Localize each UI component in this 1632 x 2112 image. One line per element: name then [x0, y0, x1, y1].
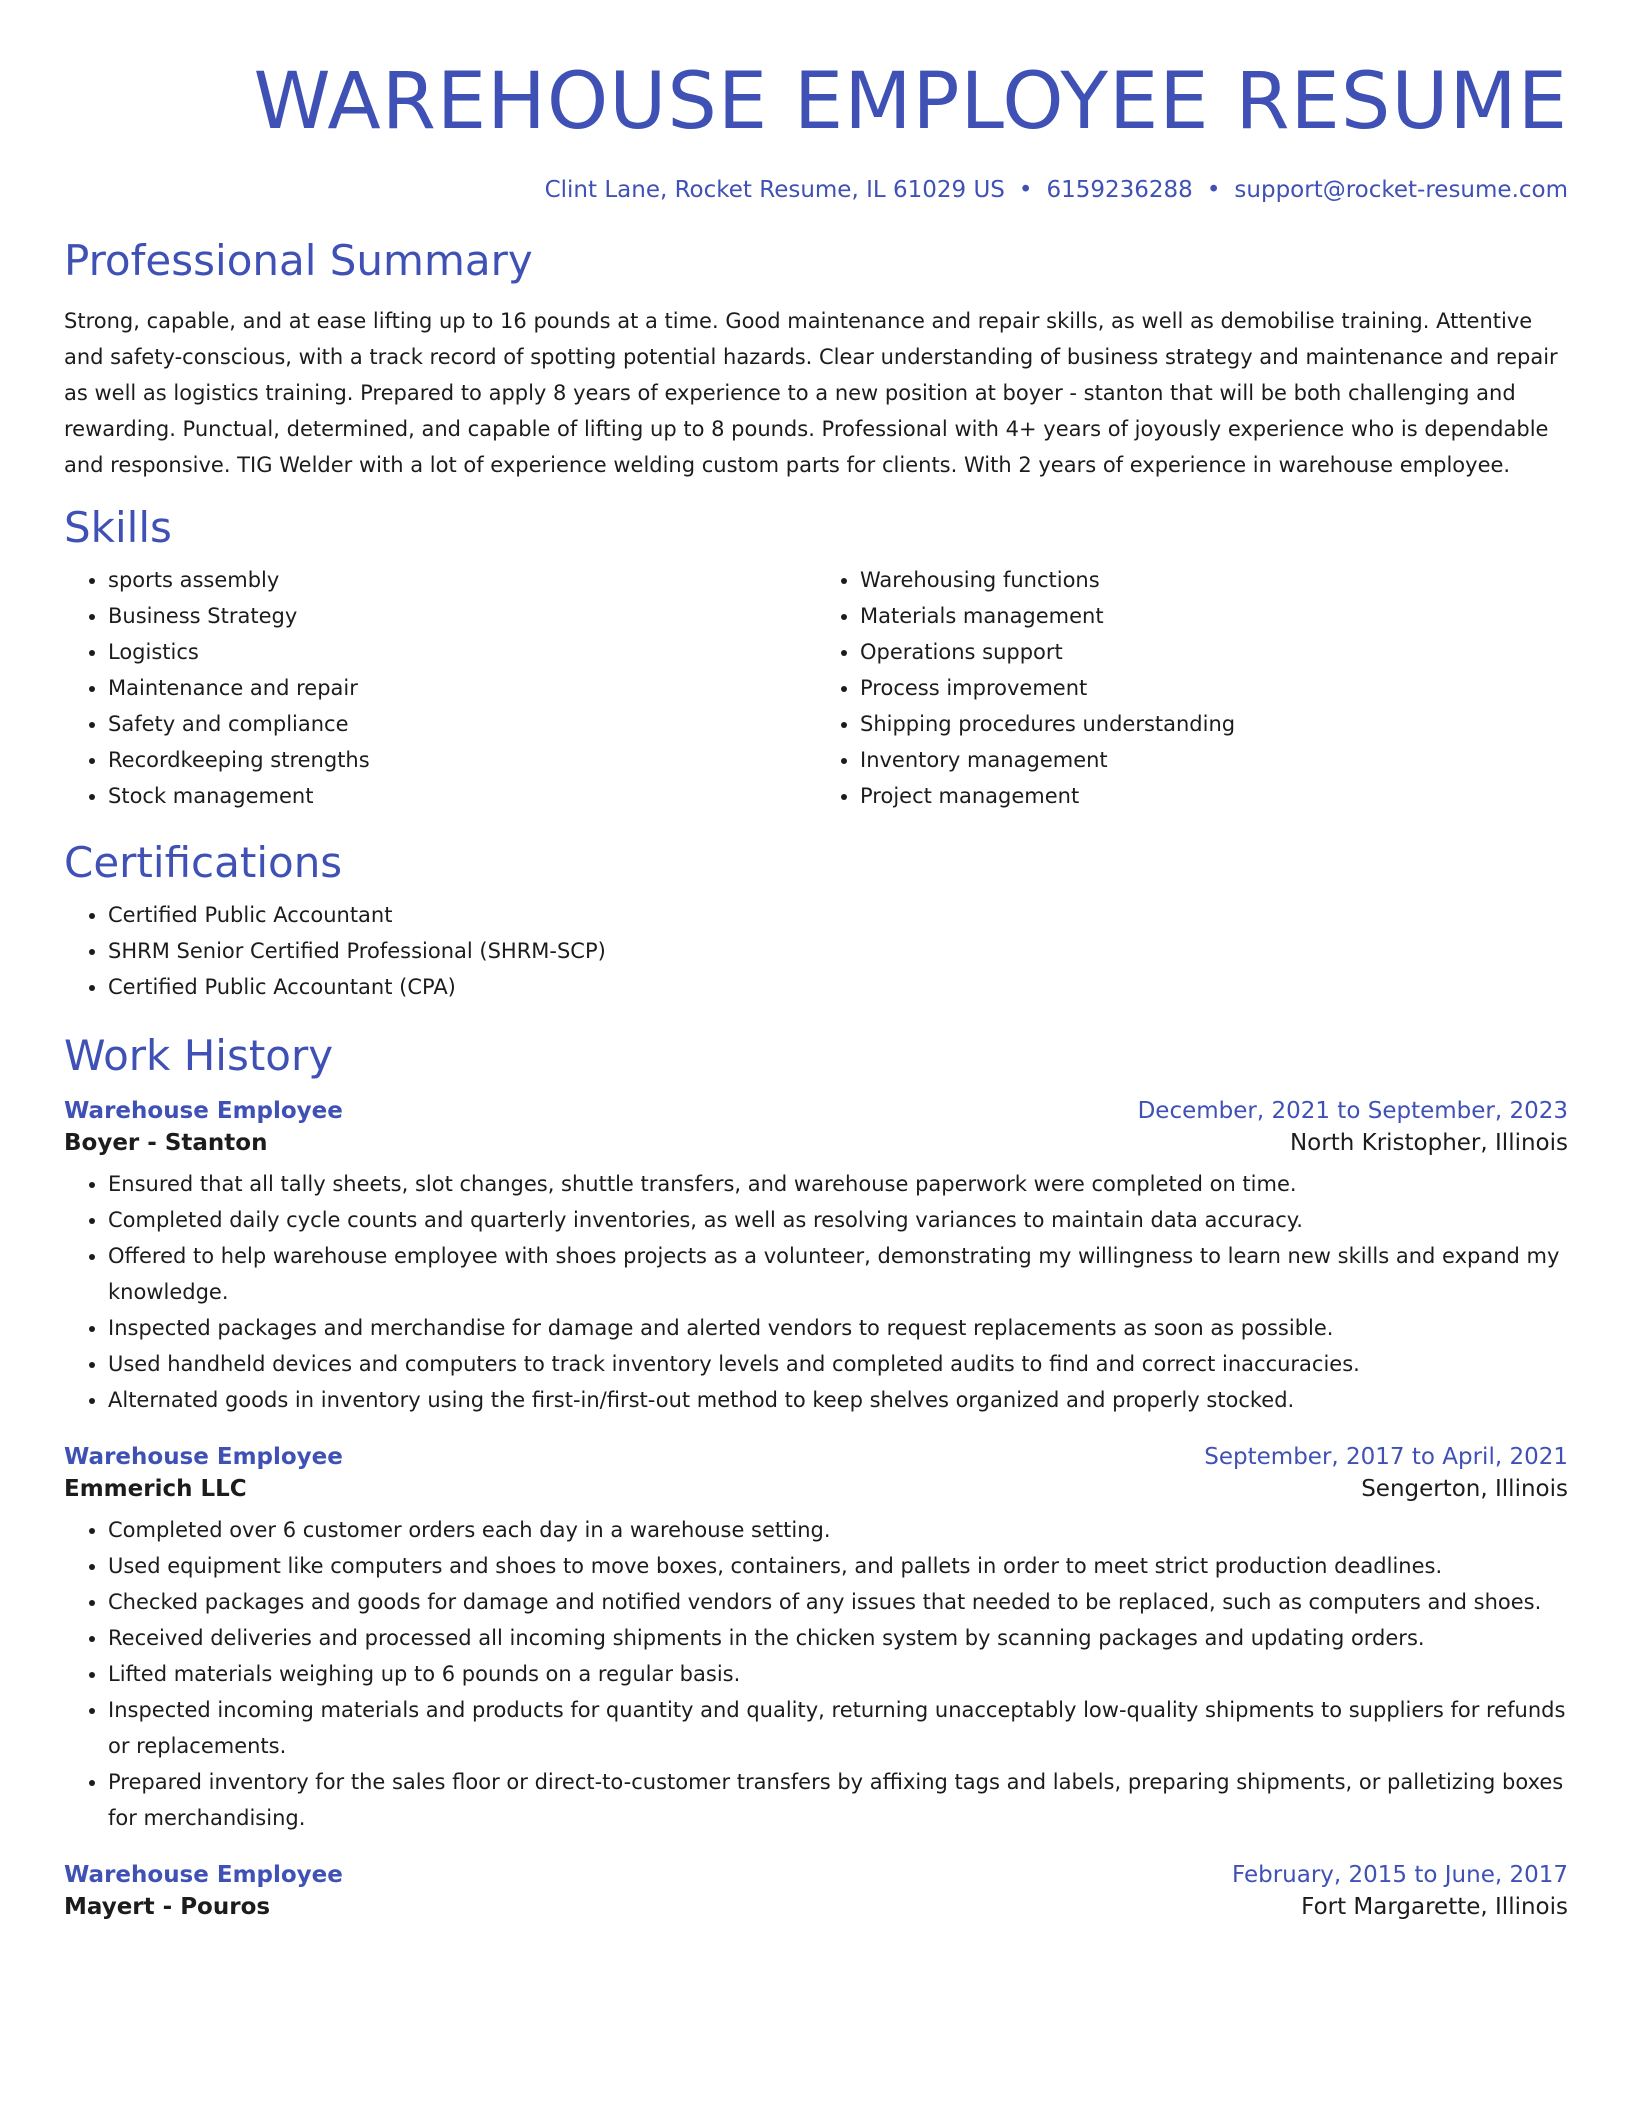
skill-item: • Project management [860, 778, 1568, 814]
resume-title: WAREHOUSE EMPLOYEE RESUME [253, 57, 1568, 147]
certification-item: • Certified Public Accountant [108, 897, 1568, 933]
job-header [64, 1098, 1568, 1124]
job-company: Boyer - Stanton [64, 1130, 268, 1156]
skill-item: • sports assembly [108, 562, 816, 598]
certification-item: • Certified Public Accountant (CPA) [108, 969, 1568, 1005]
job-location: North Kristopher, Illinois [1289, 1130, 1568, 1156]
job-bullet: • Completed over 6 customer orders each day in a warehouse setting. [108, 1512, 1568, 1548]
skill-item: • Operations support [860, 634, 1568, 670]
job-bullets [64, 1512, 1568, 1836]
job-dates: September, 2017 to April, 2021 [1204, 1444, 1568, 1470]
job-bullet: • Inspected packages and merchandise for damage and alerted vendors to request replacements as soon as possible. [108, 1310, 1568, 1346]
contact-address: Clint Lane, Rocket Resume, IL 61029 US [544, 177, 1005, 203]
skills-heading: Skills [64, 503, 172, 552]
skill-item: • Safety and compliance [108, 706, 816, 742]
job-bullet: • Used equipment like computers and shoes to move boxes, containers, and pallets in order to meet strict production deadlines. [108, 1548, 1568, 1584]
skill-item: • Shipping procedures understanding [860, 706, 1568, 742]
skill-item: • Recordkeeping strengths [108, 742, 816, 778]
job-bullet: • Used handheld devices and computers to track inventory levels and completed audits to find and correct inaccuracies. [108, 1346, 1568, 1382]
certifications-heading: Certifications [64, 838, 343, 887]
job-header [64, 1862, 1568, 1888]
job-title: Warehouse Employee [64, 1862, 343, 1888]
skill-item: • Logistics [108, 634, 816, 670]
job-company: Mayert - Pouros [64, 1894, 271, 1920]
contact-line [64, 174, 1568, 206]
summary-heading: Professional Summary [64, 236, 533, 285]
job-dates: December, 2021 to September, 2023 [1137, 1098, 1568, 1124]
job-bullet: • Offered to help warehouse employee with shoes projects as a volunteer, demonstrating my willingness to learn new skills and expand my knowledge. [108, 1238, 1568, 1310]
job-bullet: • Prepared inventory for the sales floor or direct-to-customer transfers by affixing tags and labels, preparing shipments, or palletizing boxes for merchandising. [108, 1764, 1568, 1836]
job-bullet: • Completed daily cycle counts and quarterly inventories, as well as resolving variances to maintain data accuracy. [108, 1202, 1568, 1238]
skill-item: • Materials management [860, 598, 1568, 634]
job-title: Warehouse Employee [64, 1098, 343, 1124]
job-entry [64, 1098, 1568, 1418]
job-bullets [64, 1166, 1568, 1418]
job-bullet: • Received deliveries and processed all incoming shipments in the chicken system by scanning packages and updating orders. [108, 1620, 1568, 1656]
job-bullet: • Alternated goods in inventory using the first-in/first-out method to keep shelves organized and properly stocked. [108, 1382, 1568, 1418]
contact-phone: 6159236288 [1046, 177, 1193, 203]
skill-item: • Inventory management [860, 742, 1568, 778]
job-dates: February, 2015 to June, 2017 [1231, 1862, 1568, 1888]
job-header [64, 1444, 1568, 1470]
job-subheader [64, 1894, 1568, 1920]
skill-item: • Maintenance and repair [108, 670, 816, 706]
skills-column-right [816, 562, 1568, 814]
job-location: Sengerton, Illinois [1361, 1476, 1568, 1502]
job-entry [64, 1862, 1568, 1920]
job-subheader [64, 1130, 1568, 1156]
contact-separator: • [1206, 177, 1221, 203]
contact-separator: • [1018, 177, 1033, 203]
job-bullet: • Inspected incoming materials and products for quantity and quality, returning unacceptably low-quality shipments to suppliers for refunds or replacements. [108, 1692, 1568, 1764]
job-subheader [64, 1476, 1568, 1502]
work-history-heading: Work History [64, 1031, 334, 1080]
skill-item: • Stock management [108, 778, 816, 814]
job-location: Fort Margarette, Illinois [1301, 1894, 1568, 1920]
certification-item: • SHRM Senior Certified Professional (SHRM-SCP) [108, 933, 1568, 969]
contact-email[interactable]: support@rocket-resume.com [1234, 177, 1568, 203]
skill-item: • Process improvement [860, 670, 1568, 706]
job-entry [64, 1444, 1568, 1836]
job-title: Warehouse Employee [64, 1444, 343, 1470]
summary-text: Strong, capable, and at ease lifting up to 16 pounds at a time. Good maintenance and repair skills, as well as demobilise training. Attentive and safety-conscious, with a track record of spotting potential hazards. Clear understanding of business strategy and maintenance and repair as well as logistics training. Prepared to apply 8 years of experience to a new position at boyer - stanton that will be both challenging and rewarding. Punctual, determined, and capable of lifting up to 8 pounds. Professional with 4+ years of joyously experience who is dependable and responsive. TIG Welder with a lot of experience welding custom parts for clients. With 2 years of experience in warehouse employee. [64, 309, 1558, 477]
job-bullet: • Checked packages and goods for damage and notified vendors of any issues that needed to be replaced, such as computers and shoes. [108, 1584, 1568, 1620]
job-bullet: • Ensured that all tally sheets, slot changes, shuttle transfers, and warehouse paperwork were completed on time. [108, 1166, 1568, 1202]
skills-list [64, 562, 1568, 814]
certifications-list [64, 897, 1568, 1005]
job-bullet: • Lifted materials weighing up to 6 pounds on a regular basis. [108, 1656, 1568, 1692]
skill-item: • Warehousing functions [860, 562, 1568, 598]
skill-item: • Business Strategy [108, 598, 816, 634]
skills-column-left [64, 562, 816, 814]
job-company: Emmerich LLC [64, 1476, 247, 1502]
